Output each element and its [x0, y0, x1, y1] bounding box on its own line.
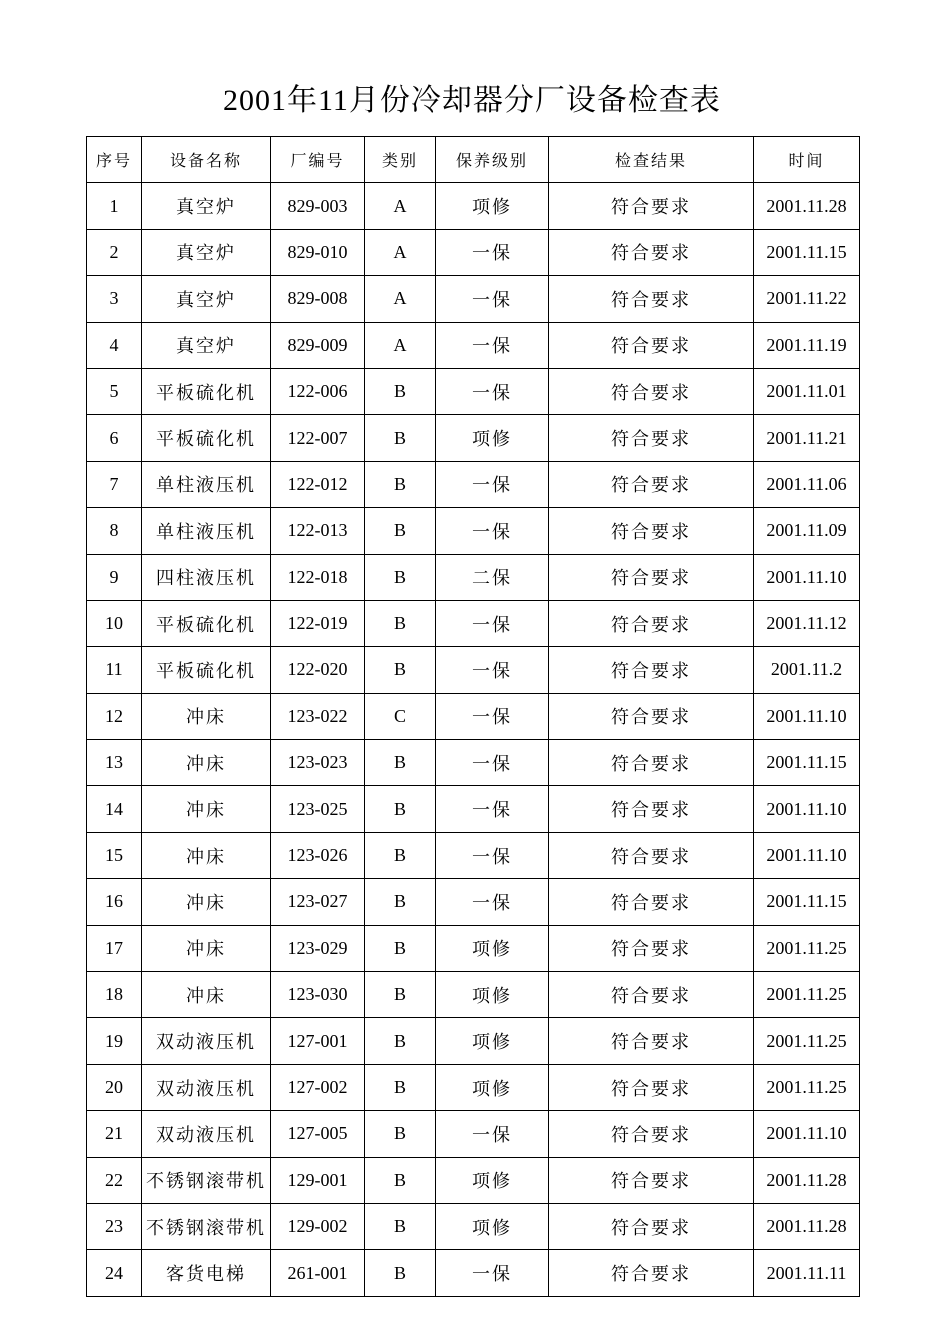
cell-category: C — [365, 693, 436, 739]
cell-category: B — [365, 879, 436, 925]
cell-equipment-name: 真空炉 — [142, 183, 271, 229]
cell-inspection-result: 符合要求 — [549, 879, 754, 925]
cell-date: 2001.11.10 — [754, 693, 860, 739]
cell-equipment-name: 平板硫化机 — [142, 368, 271, 414]
cell-equipment-name: 冲床 — [142, 879, 271, 925]
cell-date: 2001.11.10 — [754, 1111, 860, 1157]
cell-index: 18 — [87, 972, 142, 1018]
cell-factory-code: 122-007 — [271, 415, 365, 461]
cell-index: 1 — [87, 183, 142, 229]
cell-category: B — [365, 786, 436, 832]
cell-equipment-name: 冲床 — [142, 693, 271, 739]
cell-inspection-result: 符合要求 — [549, 276, 754, 322]
cell-maintenance-level: 一保 — [436, 322, 549, 368]
cell-date: 2001.11.28 — [754, 183, 860, 229]
cell-inspection-result: 符合要求 — [549, 925, 754, 971]
cell-equipment-name: 平板硫化机 — [142, 415, 271, 461]
table-row — [87, 600, 860, 646]
cell-maintenance-level: 项修 — [436, 1018, 549, 1064]
table-row — [87, 972, 860, 1018]
cell-inspection-result: 符合要求 — [549, 1018, 754, 1064]
cell-equipment-name: 单柱液压机 — [142, 508, 271, 554]
cell-maintenance-level: 一保 — [436, 508, 549, 554]
cell-maintenance-level: 一保 — [436, 1111, 549, 1157]
cell-equipment-name: 双动液压机 — [142, 1064, 271, 1110]
cell-equipment-name: 冲床 — [142, 740, 271, 786]
cell-index: 17 — [87, 925, 142, 971]
cell-index: 14 — [87, 786, 142, 832]
cell-factory-code: 123-030 — [271, 972, 365, 1018]
cell-index: 3 — [87, 276, 142, 322]
table-row — [87, 508, 860, 554]
cell-inspection-result: 符合要求 — [549, 554, 754, 600]
cell-date: 2001.11.21 — [754, 415, 860, 461]
cell-category: B — [365, 1064, 436, 1110]
cell-category: B — [365, 1250, 436, 1296]
cell-date: 2001.11.10 — [754, 832, 860, 878]
cell-factory-code: 123-027 — [271, 879, 365, 925]
cell-category: B — [365, 508, 436, 554]
cell-maintenance-level: 一保 — [436, 693, 549, 739]
cell-equipment-name: 平板硫化机 — [142, 600, 271, 646]
table-row — [87, 740, 860, 786]
cell-factory-code: 123-023 — [271, 740, 365, 786]
cell-index: 9 — [87, 554, 142, 600]
cell-inspection-result: 符合要求 — [549, 972, 754, 1018]
cell-index: 8 — [87, 508, 142, 554]
table-row — [87, 276, 860, 322]
cell-inspection-result: 符合要求 — [549, 647, 754, 693]
cell-factory-code: 122-012 — [271, 461, 365, 507]
header-result: 检查结果 — [549, 137, 754, 183]
table-row — [87, 1250, 860, 1296]
table-row — [87, 1203, 860, 1249]
cell-maintenance-level: 一保 — [436, 229, 549, 275]
table-row — [87, 647, 860, 693]
cell-index: 23 — [87, 1203, 142, 1249]
cell-equipment-name: 四柱液压机 — [142, 554, 271, 600]
cell-date: 2001.11.2 — [754, 647, 860, 693]
cell-category: B — [365, 554, 436, 600]
cell-equipment-name: 冲床 — [142, 972, 271, 1018]
cell-index: 4 — [87, 322, 142, 368]
cell-date: 2001.11.19 — [754, 322, 860, 368]
cell-factory-code: 123-026 — [271, 832, 365, 878]
cell-index: 21 — [87, 1111, 142, 1157]
cell-index: 2 — [87, 229, 142, 275]
cell-factory-code: 122-018 — [271, 554, 365, 600]
cell-date: 2001.11.15 — [754, 229, 860, 275]
cell-date: 2001.11.12 — [754, 600, 860, 646]
cell-date: 2001.11.15 — [754, 879, 860, 925]
cell-date: 2001.11.28 — [754, 1203, 860, 1249]
cell-category: B — [365, 1157, 436, 1203]
cell-inspection-result: 符合要求 — [549, 693, 754, 739]
header-index: 序号 — [87, 137, 142, 183]
cell-factory-code: 123-025 — [271, 786, 365, 832]
cell-inspection-result: 符合要求 — [549, 1064, 754, 1110]
cell-category: B — [365, 461, 436, 507]
cell-factory-code: 129-001 — [271, 1157, 365, 1203]
cell-inspection-result: 符合要求 — [549, 1250, 754, 1296]
cell-maintenance-level: 项修 — [436, 183, 549, 229]
cell-inspection-result: 符合要求 — [549, 415, 754, 461]
cell-equipment-name: 冲床 — [142, 786, 271, 832]
cell-inspection-result: 符合要求 — [549, 508, 754, 554]
cell-index: 11 — [87, 647, 142, 693]
cell-date: 2001.11.25 — [754, 972, 860, 1018]
cell-inspection-result: 符合要求 — [549, 832, 754, 878]
cell-maintenance-level: 项修 — [436, 972, 549, 1018]
cell-maintenance-level: 项修 — [436, 1064, 549, 1110]
cell-index: 20 — [87, 1064, 142, 1110]
cell-inspection-result: 符合要求 — [549, 740, 754, 786]
cell-index: 5 — [87, 368, 142, 414]
cell-factory-code: 122-013 — [271, 508, 365, 554]
cell-factory-code: 122-020 — [271, 647, 365, 693]
page-title: 2001年11月份冷却器分厂设备检查表 — [223, 84, 721, 117]
table-row — [87, 1157, 860, 1203]
cell-date: 2001.11.10 — [754, 786, 860, 832]
cell-maintenance-level: 二保 — [436, 554, 549, 600]
cell-inspection-result: 符合要求 — [549, 786, 754, 832]
cell-factory-code: 129-002 — [271, 1203, 365, 1249]
cell-equipment-name: 单柱液压机 — [142, 461, 271, 507]
cell-maintenance-level: 一保 — [436, 879, 549, 925]
cell-category: B — [365, 1018, 436, 1064]
cell-equipment-name: 双动液压机 — [142, 1111, 271, 1157]
cell-index: 13 — [87, 740, 142, 786]
cell-category: A — [365, 229, 436, 275]
cell-factory-code: 127-005 — [271, 1111, 365, 1157]
equipment-inspection-table — [86, 136, 860, 1297]
table-row — [87, 786, 860, 832]
cell-category: B — [365, 368, 436, 414]
cell-inspection-result: 符合要求 — [549, 1203, 754, 1249]
table-row — [87, 461, 860, 507]
cell-index: 22 — [87, 1157, 142, 1203]
cell-category: B — [365, 925, 436, 971]
cell-factory-code: 122-006 — [271, 368, 365, 414]
cell-category: B — [365, 415, 436, 461]
cell-maintenance-level: 一保 — [436, 368, 549, 414]
cell-equipment-name: 双动液压机 — [142, 1018, 271, 1064]
cell-date: 2001.11.10 — [754, 554, 860, 600]
table-row — [87, 554, 860, 600]
cell-equipment-name: 冲床 — [142, 925, 271, 971]
cell-factory-code: 127-002 — [271, 1064, 365, 1110]
table-header-row — [87, 137, 860, 183]
cell-maintenance-level: 项修 — [436, 415, 549, 461]
cell-maintenance-level: 项修 — [436, 1203, 549, 1249]
table-row — [87, 1111, 860, 1157]
cell-date: 2001.11.15 — [754, 740, 860, 786]
cell-factory-code: 127-001 — [271, 1018, 365, 1064]
header-name: 设备名称 — [142, 137, 271, 183]
cell-maintenance-level: 一保 — [436, 276, 549, 322]
cell-factory-code: 829-003 — [271, 183, 365, 229]
cell-category: A — [365, 276, 436, 322]
cell-index: 6 — [87, 415, 142, 461]
cell-date: 2001.11.25 — [754, 1018, 860, 1064]
cell-date: 2001.11.06 — [754, 461, 860, 507]
cell-inspection-result: 符合要求 — [549, 461, 754, 507]
header-category: 类别 — [365, 137, 436, 183]
cell-equipment-name: 不锈钢滚带机 — [142, 1203, 271, 1249]
cell-maintenance-level: 一保 — [436, 786, 549, 832]
cell-inspection-result: 符合要求 — [549, 1157, 754, 1203]
cell-index: 10 — [87, 600, 142, 646]
cell-category: B — [365, 1203, 436, 1249]
cell-factory-code: 123-029 — [271, 925, 365, 971]
cell-inspection-result: 符合要求 — [549, 229, 754, 275]
header-date: 时间 — [754, 137, 860, 183]
table-row — [87, 183, 860, 229]
cell-index: 15 — [87, 832, 142, 878]
cell-category: B — [365, 740, 436, 786]
table-row — [87, 693, 860, 739]
table-row — [87, 1064, 860, 1110]
cell-maintenance-level: 一保 — [436, 1250, 549, 1296]
cell-date: 2001.11.01 — [754, 368, 860, 414]
cell-factory-code: 829-008 — [271, 276, 365, 322]
cell-date: 2001.11.28 — [754, 1157, 860, 1203]
cell-factory-code: 829-010 — [271, 229, 365, 275]
table-body — [87, 183, 860, 1296]
cell-maintenance-level: 一保 — [436, 461, 549, 507]
table-row — [87, 879, 860, 925]
cell-category: B — [365, 972, 436, 1018]
cell-category: A — [365, 183, 436, 229]
cell-date: 2001.11.09 — [754, 508, 860, 554]
table-row — [87, 229, 860, 275]
cell-inspection-result: 符合要求 — [549, 322, 754, 368]
cell-category: B — [365, 1111, 436, 1157]
cell-equipment-name: 冲床 — [142, 832, 271, 878]
cell-equipment-name: 真空炉 — [142, 229, 271, 275]
header-maintenance: 保养级别 — [436, 137, 549, 183]
cell-maintenance-level: 一保 — [436, 832, 549, 878]
table-row — [87, 832, 860, 878]
cell-category: B — [365, 600, 436, 646]
cell-inspection-result: 符合要求 — [549, 368, 754, 414]
table-row — [87, 322, 860, 368]
table-row — [87, 925, 860, 971]
cell-date: 2001.11.25 — [754, 1064, 860, 1110]
cell-factory-code: 122-019 — [271, 600, 365, 646]
cell-inspection-result: 符合要求 — [549, 1111, 754, 1157]
cell-index: 16 — [87, 879, 142, 925]
table-row — [87, 415, 860, 461]
cell-maintenance-level: 一保 — [436, 600, 549, 646]
cell-category: A — [365, 322, 436, 368]
cell-index: 24 — [87, 1250, 142, 1296]
cell-inspection-result: 符合要求 — [549, 600, 754, 646]
cell-factory-code: 829-009 — [271, 322, 365, 368]
cell-maintenance-level: 项修 — [436, 1157, 549, 1203]
cell-factory-code: 261-001 — [271, 1250, 365, 1296]
cell-date: 2001.11.11 — [754, 1250, 860, 1296]
cell-inspection-result: 符合要求 — [549, 183, 754, 229]
header-code: 厂编号 — [271, 137, 365, 183]
cell-factory-code: 123-022 — [271, 693, 365, 739]
cell-category: B — [365, 647, 436, 693]
cell-maintenance-level: 项修 — [436, 925, 549, 971]
cell-equipment-name: 不锈钢滚带机 — [142, 1157, 271, 1203]
cell-index: 19 — [87, 1018, 142, 1064]
cell-date: 2001.11.25 — [754, 925, 860, 971]
cell-maintenance-level: 一保 — [436, 740, 549, 786]
cell-maintenance-level: 一保 — [436, 647, 549, 693]
table-row — [87, 368, 860, 414]
cell-equipment-name: 真空炉 — [142, 276, 271, 322]
table-row — [87, 1018, 860, 1064]
cell-equipment-name: 真空炉 — [142, 322, 271, 368]
cell-index: 12 — [87, 693, 142, 739]
cell-category: B — [365, 832, 436, 878]
cell-date: 2001.11.22 — [754, 276, 860, 322]
cell-equipment-name: 平板硫化机 — [142, 647, 271, 693]
cell-equipment-name: 客货电梯 — [142, 1250, 271, 1296]
cell-index: 7 — [87, 461, 142, 507]
